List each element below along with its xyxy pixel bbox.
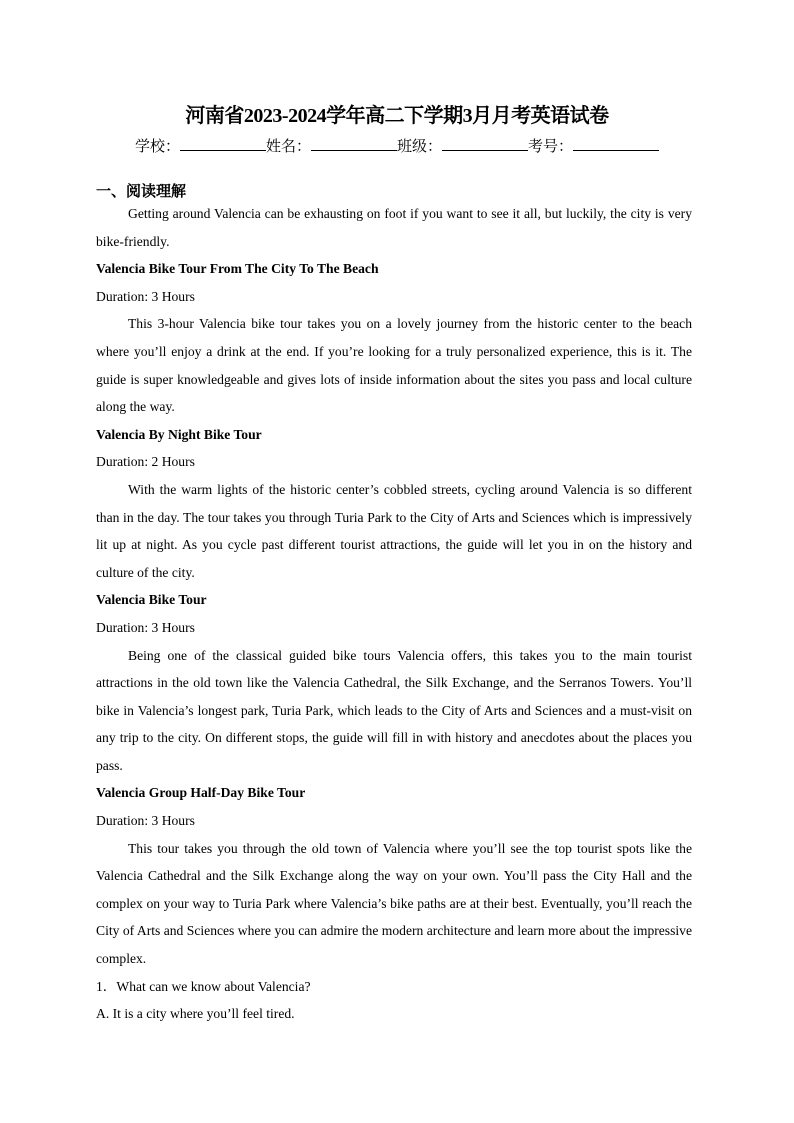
question-text: 1．What can we know about Valencia? xyxy=(96,978,311,994)
name-field: 姓名： xyxy=(266,136,397,157)
class-blank[interactable] xyxy=(442,136,528,151)
school-blank[interactable] xyxy=(180,136,266,151)
name-blank[interactable] xyxy=(311,136,397,151)
tour-title: Valencia Bike Tour From The City To The Beach xyxy=(96,261,379,277)
intro-paragraph: Getting around Valencia can be exhausting on foot if you want to see it all, but luckily, the city is very bike-friendly. xyxy=(96,206,692,249)
tour-title: Valencia Bike Tour xyxy=(96,592,207,608)
answer-option-a[interactable]: A. It is a city where you’ll feel tired. xyxy=(96,1006,295,1022)
tour-duration: Duration: 3 Hours xyxy=(96,288,195,304)
page-title: 河南省2023-2024学年高二下学期3月月考英语试卷 xyxy=(185,105,609,127)
tour-title: Valencia By Night Bike Tour xyxy=(96,426,262,442)
tour-description: This tour takes you through the old town of Valencia where you’ll see the top tourist spots like the Valencia Cathedral and the Silk Exchange along the way on your own. You’ll pass the City Hall and the complex on your way to Turia Park where Valencia’s bike paths are at their best. Eventually, you’ll reach the City of Arts and Sciences where you can admire the modern architecture and learn more about the impressive complex. xyxy=(96,840,692,967)
tour-description: Being one of the classical guided bike tours Valencia offers, this takes you to the main tourist attractions in the old town like the Valencia Cathedral, the Silk Exchange, and the Serranos Towers. You’ll bike in Valencia’s longest park, Turia Park, which leads to the City of Arts and Sciences and a must-visit on any trip to the city. On different stops, the guide will fill in with history and anecdotes about the places you pass. xyxy=(96,647,692,773)
section-heading: 一、阅读理解 xyxy=(96,184,187,200)
class-field: 班级： xyxy=(397,136,528,157)
reading-passage xyxy=(96,200,692,1028)
tour-duration: Duration: 3 Hours xyxy=(96,619,195,635)
tour-duration: Duration: 3 Hours xyxy=(96,813,195,829)
tour-title: Valencia Group Half-Day Bike Tour xyxy=(96,785,306,801)
exam-number-blank[interactable] xyxy=(573,136,659,151)
exam-number-field: 考号： xyxy=(528,136,659,157)
student-info-line xyxy=(0,136,794,157)
tour-description: This 3-hour Valencia bike tour takes you on a lovely journey from the historic center to the beach where you’ll enjoy a drink at the end. If you’re looking for a truly personalized experience, this is it. The guide is super knowledgeable and gives lots of inside information about the sites you pass and local culture along the way. xyxy=(96,316,692,415)
school-field: 学校： xyxy=(135,136,266,157)
tour-description: With the warm lights of the historic center’s cobbled streets, cycling around Valencia is so different than in the day. The tour takes you through Turia Park to the City of Arts and Sciences which is impressively lit up at night. As you cycle past different tourist attractions, the guide will let you in on the history and culture of the city. xyxy=(96,481,692,580)
tour-duration: Duration: 2 Hours xyxy=(96,454,195,470)
